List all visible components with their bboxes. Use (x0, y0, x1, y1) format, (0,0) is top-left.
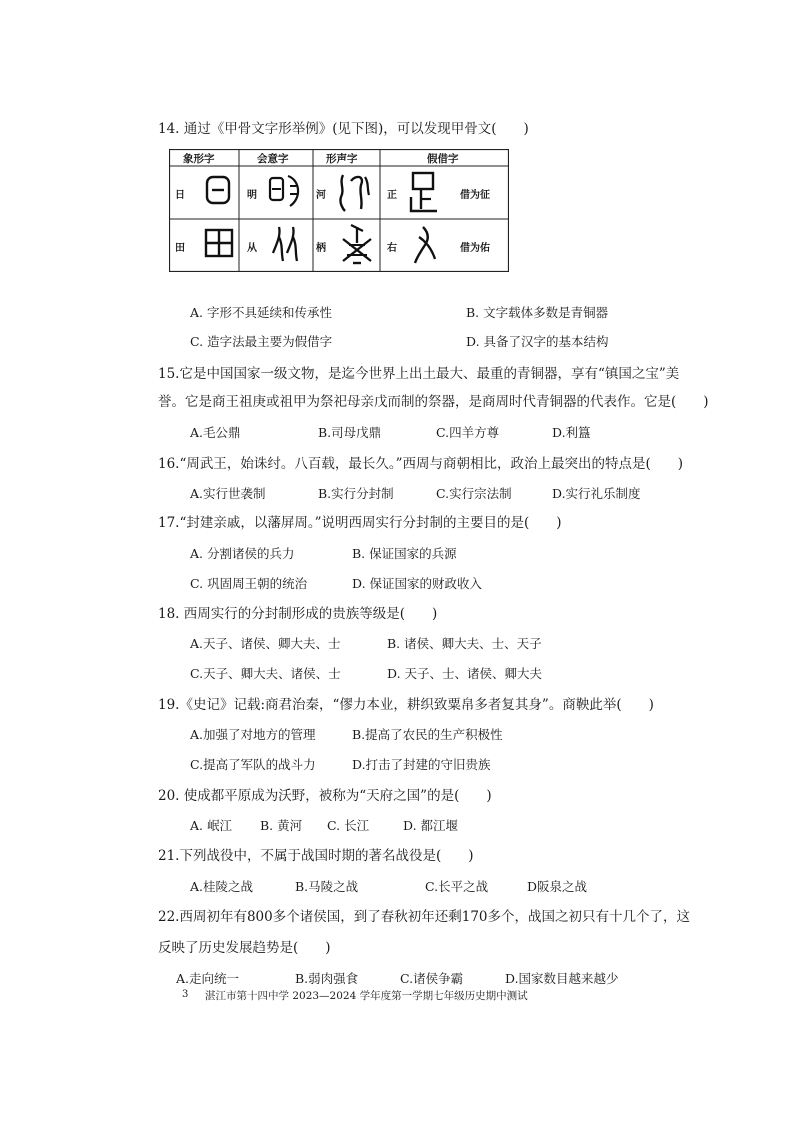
q18-option-b[interactable]: B. 诸侯、卿大夫、士、天子 (387, 636, 542, 651)
exam-footer: 湛江市第十四中学 2023—2024 学年度第一学期七年级历史期中测试 (205, 990, 528, 1002)
q16-option-b[interactable]: B.实行分封制 (318, 486, 394, 501)
q20-option-c[interactable]: C. 长江 (327, 818, 370, 833)
q20-option-b[interactable]: B. 黄河 (260, 818, 303, 833)
q17-option-d[interactable]: D. 保证国家的财政收入 (352, 576, 483, 591)
q21-option-b[interactable]: B.马陵之战 (295, 879, 359, 894)
loan-note-you: 借为佑 (460, 243, 490, 254)
question-22-stem-line1: 22.西周初年有800多个诸侯国，到了春秋初年还剩170多个，战国之初只有十几个了，这 (158, 909, 691, 925)
q20-option-a[interactable]: A. 岷江 (190, 818, 232, 833)
q16-option-c[interactable]: C.实行宗法制 (436, 486, 512, 501)
q22-option-a[interactable]: A.走向统一 (176, 971, 240, 986)
char-tian: 田 (175, 243, 185, 254)
header-pictographic: 象形字 (183, 153, 215, 165)
q18-option-a[interactable]: A.天子、诸侯、卿大夫、士 (190, 636, 341, 651)
oracle-bone-table (169, 149, 509, 272)
question-21-stem: 21.下列战役中，不属于战国时期的著名战役是( ) (158, 848, 474, 864)
question-22-stem-line2: 反映了历史发展趋势是( ) (158, 940, 331, 956)
oracle-glyph-upright-icon (407, 169, 441, 215)
page-number: 3 (182, 989, 189, 1000)
oracle-glyph-river-icon (335, 169, 375, 215)
question-17-stem: 17.“封建亲戚，以藩屏周。”说明西周实行分封制的主要目的是( ) (158, 515, 562, 531)
q15-option-d[interactable]: D.利簋 (552, 425, 591, 440)
q14-option-b[interactable]: B. 文字载体多数是青铜器 (466, 305, 609, 320)
question-18-stem: 18. 西周实行的分封制形成的贵族等级是( ) (158, 606, 438, 622)
q19-option-c[interactable]: C.提高了军队的战斗力 (190, 757, 316, 772)
q17-option-b[interactable]: B. 保证国家的兵源 (352, 546, 457, 561)
q16-option-a[interactable]: A.实行世袭制 (190, 486, 266, 501)
oracle-glyph-handle-icon (337, 221, 377, 267)
q17-option-c[interactable]: C. 巩固周王朝的统治 (190, 576, 308, 591)
q18-option-d[interactable]: D. 天子、士、诸侯、卿大夫 (387, 666, 543, 681)
question-15-stem-line2: 誉。它是商王祖庚或祖甲为祭祀母亲戊而制的祭器，是商周时代青铜器的代表作。它是( ) (158, 394, 709, 410)
loan-note-zheng: 借为征 (460, 190, 490, 201)
q21-option-d[interactable]: D阪泉之战 (527, 879, 588, 894)
char-you: 右 (387, 243, 397, 254)
oracle-glyph-follow-icon (269, 223, 305, 265)
header-loan-character: 假借字 (427, 153, 459, 165)
q19-option-d[interactable]: D.打击了封建的守旧贵族 (352, 757, 491, 772)
q21-option-a[interactable]: A.桂陵之战 (190, 879, 254, 894)
oracle-glyph-sun-icon (203, 173, 233, 207)
q15-option-a[interactable]: A.毛公鼎 (190, 425, 241, 440)
q20-option-d[interactable]: D. 都江堰 (403, 818, 459, 833)
q15-option-c[interactable]: C.四羊方尊 (436, 425, 500, 440)
q19-option-b[interactable]: B.提高了农民的生产积极性 (352, 727, 503, 742)
question-16-stem: 16.“周武王，始诛纣。八百载，最长久。”西周与商朝相比，政治上最突出的特点是( ) (158, 456, 684, 472)
q15-option-b[interactable]: B.司母戊鼎 (318, 425, 382, 440)
q14-option-a[interactable]: A. 字形不具延续和传承性 (190, 305, 332, 320)
q14-option-d[interactable]: D. 具备了汉字的基本结构 (466, 334, 609, 349)
question-19-stem: 19.《史记》记载:商君治秦，“僇力本业，耕织致粟帛多者复其身”。商鞅此举( ) (158, 697, 654, 713)
char-ming: 明 (247, 190, 257, 201)
q22-option-c[interactable]: C.诸侯争霸 (400, 971, 464, 986)
q18-option-c[interactable]: C.天子、卿大夫、诸侯、士 (190, 666, 341, 681)
oracle-glyph-field-icon (203, 227, 235, 259)
q22-option-d[interactable]: D.国家数目越来越少 (505, 971, 619, 986)
char-ri: 日 (175, 190, 185, 201)
oracle-glyph-bright-icon (266, 170, 306, 210)
question-20-stem: 20. 使成都平原成为沃野，被称为“天府之国”的是( ) (158, 788, 492, 804)
q16-option-d[interactable]: D.实行礼乐制度 (552, 486, 641, 501)
char-bing: 柄 (316, 243, 326, 254)
char-zheng: 正 (387, 190, 397, 201)
oracle-glyph-right-hand-icon (411, 223, 441, 265)
question-14-stem: 14. 通过《甲骨文字形举例》(见下图)，可以发现甲骨文( ) (158, 121, 529, 137)
q14-option-c[interactable]: C. 造字法最主要为假借字 (190, 334, 333, 349)
header-ideographic: 会意字 (257, 153, 289, 165)
question-15-stem-line1: 15.它是中国国家一级文物，是迄今世界上出土最大、最重的青铜器，享有“镇国之宝”美 (158, 366, 680, 382)
q17-option-a[interactable]: A. 分割诸侯的兵力 (190, 546, 295, 561)
header-phonosemantic: 形声字 (326, 153, 358, 165)
q21-option-c[interactable]: C.长平之战 (425, 879, 489, 894)
q22-option-b[interactable]: B.弱肉强食 (295, 971, 359, 986)
char-he: 河 (316, 190, 326, 201)
char-cong: 从 (247, 243, 257, 254)
q19-option-a[interactable]: A.加强了对地方的管理 (190, 727, 316, 742)
